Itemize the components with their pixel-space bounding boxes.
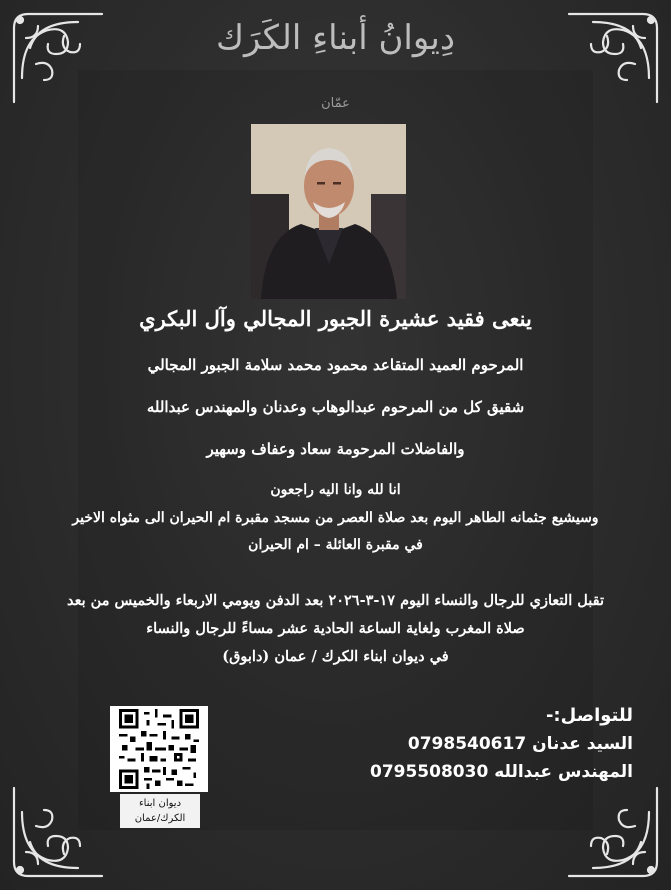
diwan-logo: دِيوانُ أبناءِ الكَرَك	[215, 18, 456, 58]
portrait-icon	[251, 124, 406, 299]
corner-ornament-icon	[563, 782, 663, 882]
qr-caption	[120, 794, 200, 828]
deceased-name-line: المرحوم العميد المتقاعد محمود محمد سلامة الجبور المجالي	[147, 356, 524, 374]
obituary-headline: ينعى فقيد عشيرة الجبور المجالي وآل البكري	[139, 306, 532, 331]
corner-ornament-icon	[8, 782, 108, 882]
condolences-hours-line: صلاة المغرب ولغاية الساعة الحادية عشر مساءً للرجال والنساء	[146, 620, 525, 637]
brothers-line: شقيق كل من المرحوم عبدالوهاب وعدنان والمهندس عبدالله	[146, 398, 525, 416]
burial-place-line: في مقبرة العائلة – ام الحيران	[248, 537, 423, 553]
condolences-location-line: في ديوان ابناء الكرك / عمان (دابوق)	[222, 648, 449, 665]
qr-caption-line-1: ديوان ابناء	[138, 798, 182, 809]
qr-caption-line-2: الكرك/عمان	[134, 813, 186, 824]
qr-code-icon	[113, 709, 205, 789]
condolences-time-line: تقبل التعازي للرجال والنساء اليوم ١٧-٣-٢٠٢٦ بعد الدفن ويومي الاربعاء والخميس من بعد	[66, 592, 605, 609]
contact-phone-1[interactable]: السيد عدنان 0798540617	[407, 734, 633, 754]
city-label: عمّان	[321, 96, 350, 111]
deceased-photo	[251, 124, 406, 299]
contact-phone-2[interactable]: المهندس عبدالله 0795508030	[369, 762, 633, 782]
condolence-verse: انا لله وانا اليه راجعون	[270, 482, 401, 498]
contact-title: للتواصل:-	[545, 705, 633, 726]
sisters-line: والفاضلات المرحومة سعاد وعفاف وسهير	[206, 440, 465, 458]
qr-code[interactable]	[110, 706, 208, 792]
contact-block	[370, 702, 633, 786]
funeral-line: وسيشيع جثمانه الطاهر اليوم بعد صلاة العصر من مسجد مقبرة ام الحيران الى مثواه الاخير	[72, 510, 599, 526]
